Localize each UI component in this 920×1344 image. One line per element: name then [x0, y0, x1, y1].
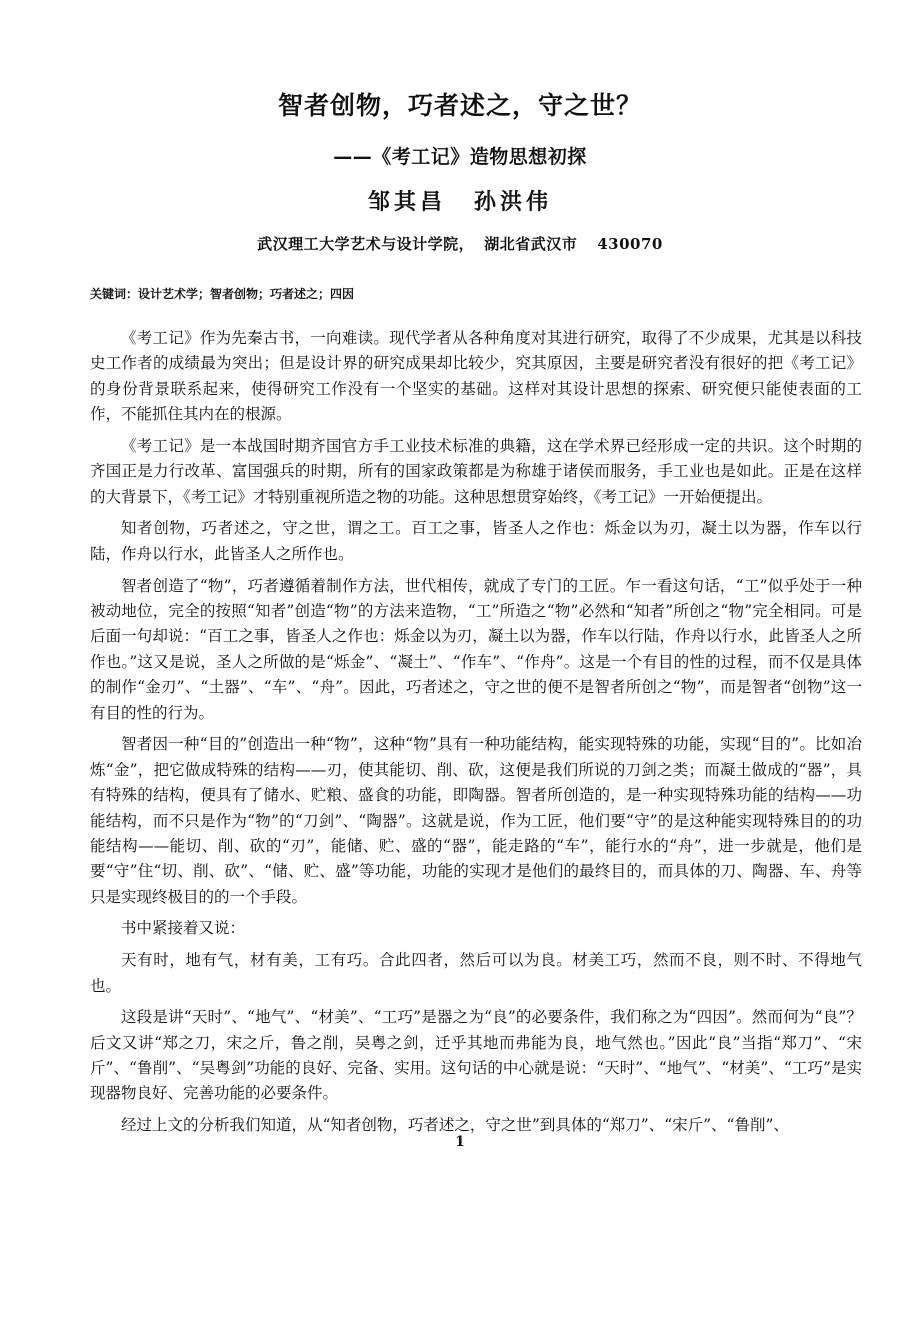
affiliation-institution: 武汉理工大学艺术与设计学院，	[257, 235, 475, 253]
paper-title: 智者创物，巧者述之，守之世？	[277, 91, 642, 120]
author-affiliation	[0, 233, 920, 254]
author-list	[0, 185, 920, 216]
body-paragraph: 书中紧接着又说：	[121, 919, 246, 938]
author-name: 孙洪伟	[474, 190, 553, 215]
author-name: 邹其昌	[367, 190, 446, 215]
affiliation-location: 湖北省武汉市	[484, 235, 578, 253]
body-paragraph: 智者创造了“物”，巧者遵循着制作方法，世代相传，就成了专门的工匠。乍一看这句话，“工”似乎处于一种被动地位，完全的按照“知者”创造“物”的方法来造物，“工”所造之“物”必然和“知者”所创之“物”完全相同。可是后面一句却说：“百工之事，皆圣人之作也：烁金以为刃，凝土以为器，作车以行陆，作舟以行水，此皆圣人之所作也。”这又是说，圣人之所做的是“烁金”、“凝土”、“作车”、“作舟”。这是一个有目的性的过程，而不仅是具体的制作“金刃”、“土器”、“车”、“舟”。因此，巧者述之，守之世的便不是智者所创之“物”，而是智者“创物”这一有目的性的行为。	[90, 576, 862, 722]
keywords-line	[90, 285, 850, 302]
body-paragraph: 《考工记》是一本战国时期齐国官方手工业技术标准的典籍，这在学术界已经形成一定的共识。这个时期的齐国正是力行改革、富国强兵的时期，所有的国家政策都是为称雄于诸侯而服务，手工业也是如此。正是在这样的大背景下，《考工记》才特别重视所造之物的功能。这种思想贯穿始终，《考工记》一开始便提出。	[90, 436, 862, 506]
page-number: 1	[455, 1134, 465, 1150]
paper-subtitle: ——《考工记》造物思想初探	[333, 146, 587, 168]
body-paragraph: 《考工记》作为先秦古书，一向难读。现代学者从各种角度对其进行研究，取得了不少成果，尤其是以科技史工作者的成绩最为突出；但是设计界的研究成果却比较少，究其原因，主要是研究者没有很好的把《考工记》的身份背景联系起来，使得研究工作没有一个坚实的基础。这样对其设计思想的探索、研究便只能使表面的工作，不能抓住其内在的根源。	[90, 329, 862, 424]
body-paragraph: 这段是讲“天时”、“地气”、“材美”、“工巧”是器之为“良”的必要条件，我们称之为“四因”。然而何为“良”？后文又讲“郑之刀，宋之斤，鲁之削，吴粤之剑，迁乎其地而弗能为良，地气然也。”因此“良”当指“郑刀”、“宋斤”、“鲁削”、“吴粤剑”功能的良好、完备、实用。这句话的中心就是说：“天时”、“地气”、“材美”、“工巧”是实现器物良好、完善功能的必要条件。	[90, 1008, 862, 1103]
affiliation-postcode: 430070	[597, 235, 663, 253]
quoted-paragraph: 知者创物，巧者述之，守之世，谓之工。百工之事，皆圣人之作也：烁金以为刃，凝土以为器，作车以行陆，作舟以行水，此皆圣人之所作也。	[90, 519, 862, 563]
quoted-paragraph: 天有时，地有气，材有美，工有巧。合此四者，然后可以为良。材美工巧，然而不良，则不时、不得地气也。	[90, 951, 862, 995]
body-paragraph: 经过上文的分析我们知道，从“知者创物，巧者述之，守之世”到具体的“郑刀”、“宋斤”、“鲁削”、	[121, 1116, 789, 1135]
body-text	[90, 326, 862, 1145]
keywords-text: 设计艺术学；智者创物；巧者述之；四因	[138, 287, 355, 301]
body-paragraph: 智者因一种“目的”创造出一种“物”，这种“物”具有一种功能结构，能实现特殊的功能，实现“目的”。比如冶炼“金”，把它做成特殊的结构——刃，使其能切、削、砍，这便是我们所说的刀剑之类；而凝土做成的“器”，具有特殊的结构，便具有了储水、贮粮、盛食的功能，即陶器。智者所创造的，是一种实现特殊功能的结构——功能结构，而不只是作为“物”的“刀剑”、“陶器”。这就是说，作为工匠，他们要“守”的是这种能实现特殊目的的功能结构——能切、削、砍的“刃”，能储、贮、盛的“器”，能走路的“车”，能行水的“舟”，进一步就是，他们是要“守”住“切、削、砍”、“储、贮、盛”等功能，功能的实现才是他们的最终目的，而具体的刀、陶器、车、舟等只是实现终极目的的一个手段。	[90, 735, 862, 906]
keywords-label: 关键词：	[90, 287, 139, 301]
